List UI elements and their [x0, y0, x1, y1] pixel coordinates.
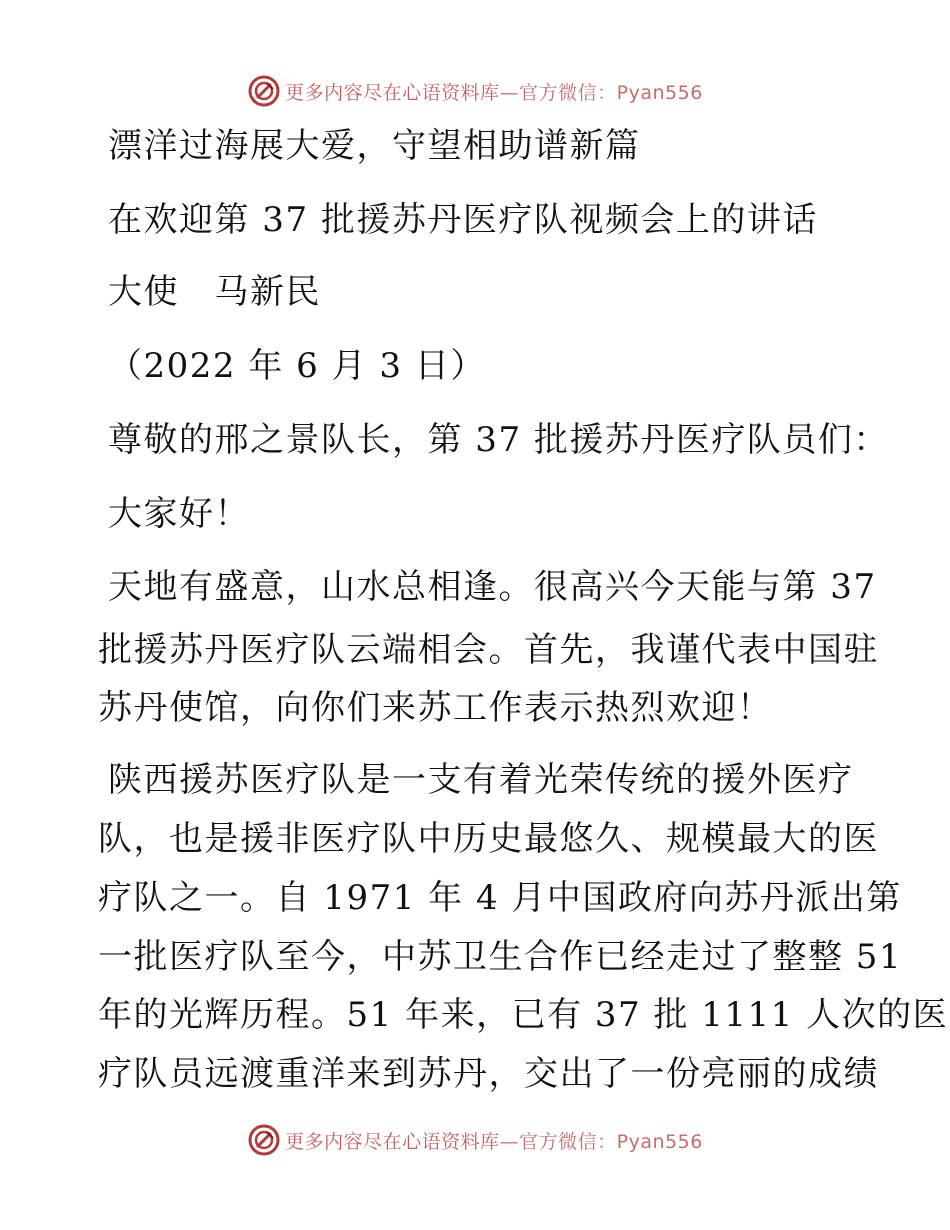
paragraph-1-line: 天地有盛意，山水总相逢。很高兴今天能与第 37	[108, 567, 877, 607]
paragraph-2-line: 陕西援苏医疗队是一支有着光荣传统的援外医疗	[108, 760, 854, 800]
watermark-text	[285, 1127, 703, 1154]
greeting-line: 大家好！	[108, 494, 250, 534]
date-line: （2022 年 6 月 3 日）	[108, 346, 486, 386]
salutation-line: 尊敬的邢之景队长，第 37 批援苏丹医疗队员们：	[108, 420, 889, 460]
watermark-rest: 官方微信：Pyan556	[519, 81, 703, 104]
seal-logo-icon	[247, 1123, 281, 1157]
paragraph-1-line: 批援苏丹医疗队云端相会。首先，我谨代表中国驻	[98, 630, 879, 670]
paragraph-2-line: 疗队员远渡重洋来到苏丹，交出了一份亮丽的成绩	[98, 1054, 879, 1094]
watermark-dash: —	[499, 1130, 520, 1153]
watermark-main: 更多内容尽在心语资料库	[285, 81, 500, 104]
watermark-text	[285, 78, 703, 105]
speaker-line: 大使 马新民	[108, 272, 321, 312]
paragraph-1-line: 苏丹使馆，向你们来苏工作表示热烈欢迎！	[98, 688, 773, 728]
paragraph-2-line: 疗队之一。自 1971 年 4 月中国政府向苏丹派出第	[98, 878, 902, 918]
paragraph-2-line: 年的光辉历程。51 年来，已有 37 批 1111 人次的医	[98, 995, 949, 1035]
paragraph-2-line: 一批医疗队至今，中苏卫生合作已经走过了整整 51	[98, 937, 903, 977]
document-subtitle: 在欢迎第 37 批援苏丹医疗队视频会上的讲话	[108, 200, 818, 240]
paragraph-2-line: 队，也是援非医疗队中历史最悠久、规模最大的医	[98, 819, 879, 859]
footer-watermark	[0, 1120, 950, 1160]
header-watermark	[0, 71, 950, 111]
seal-logo-icon	[247, 74, 281, 108]
watermark-main: 更多内容尽在心语资料库	[285, 1130, 500, 1153]
watermark-dash: —	[499, 81, 520, 104]
watermark-rest: 官方微信：Pyan556	[519, 1130, 703, 1153]
document-title: 漂洋过海展大爱，守望相助谱新篇	[108, 126, 641, 166]
